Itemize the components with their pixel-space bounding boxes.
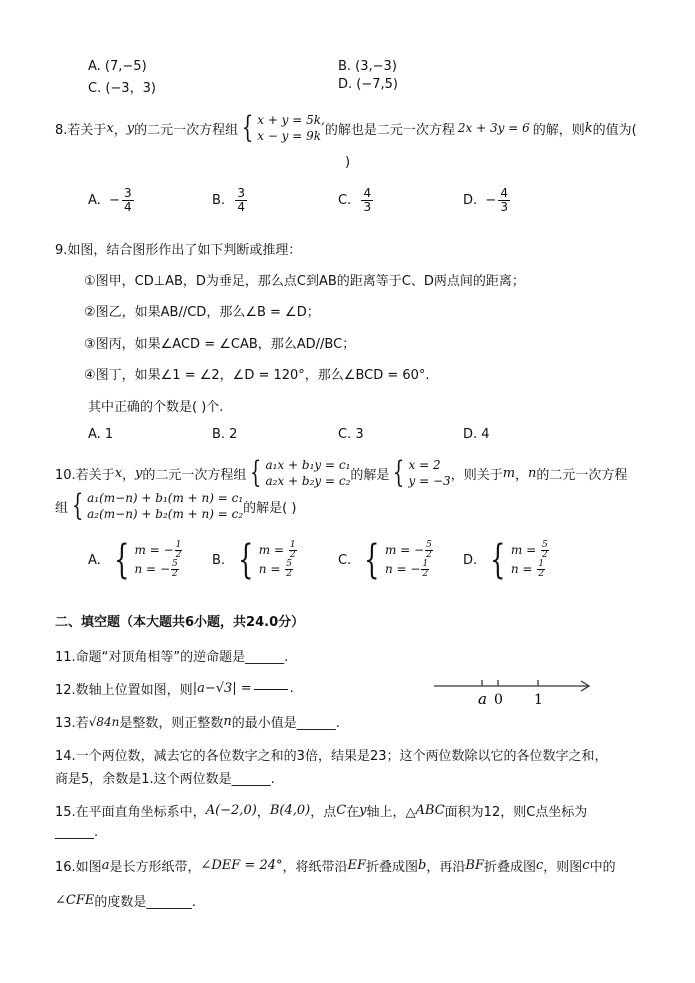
q10-option-c-n-den: 2 [422, 569, 429, 579]
q8-stem [55, 112, 637, 144]
q10-suffix: ，则关于 [450, 467, 503, 483]
q10-var-x: x [114, 465, 123, 481]
q10-option-c-n-lhs: n = [384, 562, 407, 576]
q10-var-y: y [135, 465, 143, 481]
q10-stem-line2 [55, 490, 296, 522]
q7-option-b: B. (3,−3) [338, 59, 397, 74]
q9-option-a: A. 1 [88, 427, 114, 442]
q16-text-g: ，则图 [543, 860, 583, 875]
q16-var-a: a [101, 858, 110, 873]
q8-sep: ， [113, 122, 127, 138]
q8-prefix: 8.若关于 [55, 122, 107, 138]
q10-var-m: m [502, 465, 516, 481]
q10-option-b-n-den: 2 [286, 569, 292, 579]
q15-sep: ， [256, 805, 270, 820]
q10-option-b-n-lhs: n = [258, 562, 281, 576]
q9-item-1: ①图甲，CD⊥AB，D为垂足，那么点C到AB的距离等于C、D两点间的距离； [84, 274, 525, 289]
q10-option-a-m-lhs: m = [134, 542, 160, 557]
q10-option-d-n-den: 2 [538, 569, 545, 579]
q8-mid2: 的解也是二元一次方程 [324, 122, 455, 138]
q12-prefix: 12.数轴上位置如图，则 [55, 683, 193, 698]
q10-option-a-m-num: 1 [175, 539, 182, 550]
q10-solution: { x = 2 y = −3 [393, 455, 451, 491]
q10-option-a-n-den: 2 [172, 569, 178, 579]
q10-mid2: 的解是 [350, 467, 390, 483]
q8-var-y: y [126, 120, 135, 136]
q10-option-c: C. { m = − $\frac{5}{2}$ n = − $\frac{1}{2}$ [338, 537, 432, 583]
q15-text-c: 在 [346, 805, 360, 820]
q16-text-a: 16.如图 [55, 860, 102, 875]
q10-option-c-m-lhs: m = [384, 542, 411, 557]
q13-suffix: 的最小值是______. [231, 716, 340, 731]
q10-stem-line1 [55, 457, 627, 489]
q10-option-a-label: A. [88, 552, 101, 568]
q15-var-y: y [359, 803, 367, 818]
q8-var-x: x [106, 120, 114, 136]
q16-text-e: ，再沿 [426, 860, 466, 875]
q16-text-b: 是长方形纸带， [109, 860, 201, 875]
q8-option-d-sign: − [485, 192, 497, 208]
q10-mid: 的二元一次方程组 [142, 467, 247, 483]
q9-option-b: B. 2 [212, 427, 238, 442]
q15-text-d: 轴上，△ [366, 805, 416, 820]
q10-sep: ， [122, 467, 136, 483]
q9-item-3: ③图丙，如果∠ACD = ∠CAB，那么AD//BC； [84, 337, 356, 352]
q7-option-a: A. (7,−5) [88, 59, 147, 74]
q8-option-d-num: 4 [500, 186, 508, 200]
q15-line2: ______. [55, 825, 99, 840]
q16-angle-cfe: ∠CFE [55, 893, 95, 908]
q15-point-b: B(4,0) [269, 803, 311, 818]
q15-text-b: ，点 [310, 805, 337, 820]
q10-option-b-m-lhs: m = [258, 542, 285, 557]
q10-option-a-n-sign: − [159, 562, 171, 576]
label-one: 1 [534, 692, 543, 708]
q10-sol1: x = 2 [408, 458, 441, 472]
q12 [55, 679, 294, 698]
q11: 11.命题“对顶角相等”的逆命题是______. [55, 650, 289, 665]
q8-option-c-label: C. [338, 192, 352, 208]
q10-var-n: n [528, 465, 537, 481]
q9-option-d: D. 4 [463, 427, 490, 442]
q16-ef: EF [347, 858, 367, 873]
q10-eq4: a₂(m−n) + b₂(m + n) = c₂ [87, 507, 244, 522]
q8-option-c-den: 3 [363, 199, 372, 214]
q8-eq3: 2x + 3y = 6 [457, 121, 530, 136]
q10-option-d-label: D. [463, 552, 478, 568]
q10-option-a: A. { m = − $\frac{1}{2}$ n = − $\frac{5}{2}$ [88, 537, 182, 583]
q8-var-k: k [584, 120, 593, 136]
q10-option-b: B. { m = $\frac{1}{2}$ n = $\frac{5}{2}$ [212, 537, 296, 583]
q14-line2: 商是5，余数是1.这个两位数是______. [55, 772, 275, 787]
q8-eq1: x + y = 5k, [257, 113, 325, 127]
q15-point-a: A(−2,0) [205, 803, 257, 818]
q10-system-2: { a₁(m−n) + b₁(m + n) = c₁ a₂(m−n) + b₂(m + n) = c₂ [71, 488, 244, 524]
q8-option-d [463, 187, 512, 213]
q16-angle: ∠DEF = 24° [200, 858, 283, 873]
q13 [55, 712, 340, 731]
q16-var-c: c [535, 858, 544, 873]
q8-option-a-label: A. [88, 192, 101, 208]
q7-option-c: C. (−3，3) [88, 81, 156, 96]
q12-suffix: . [289, 681, 294, 696]
q8-option-b-den: 4 [237, 199, 245, 214]
q10-option-c-n-num: 1 [422, 559, 429, 569]
q9-option-c: C. 3 [338, 427, 364, 442]
q8-option-a [88, 187, 136, 213]
q10-option-b-label: B. [212, 552, 226, 568]
q10-option-c-m-sign: − [414, 542, 425, 557]
q8-option-c [338, 187, 375, 213]
q16-line2 [55, 891, 196, 910]
q9-item-4: ④图丁，如果∠1 = ∠2，∠D = 120°，那么∠BCD = 60°. [84, 368, 430, 383]
q10-option-d-m-num: 5 [541, 539, 548, 550]
q16-bf: BF [465, 858, 484, 873]
q8-system: { x + y = 5k, x − y = 9k [241, 110, 325, 146]
q12-expr: |a−√3| = [192, 681, 252, 696]
q9-item-2: ②图乙，如果AB//CD，那么∠B = ∠D； [84, 305, 320, 320]
q8-option-a-sign: − [109, 192, 120, 208]
label-zero: 0 [494, 692, 503, 708]
q10-prefix: 10.若关于 [55, 467, 115, 483]
q16-text-c: ，将纸带沿 [282, 860, 348, 875]
q15-line1 [55, 801, 587, 820]
q8-option-b-num: 3 [237, 186, 245, 200]
q10-option-c-m-num: 5 [426, 539, 432, 550]
q10-system-1: { a₁x + b₁y = c₁ a₂x + b₂y = c₂ [250, 455, 351, 491]
q13-prefix: 13.若 [55, 716, 89, 731]
q8-option-b-label: B. [212, 192, 226, 208]
q16-var-b: b [418, 858, 427, 873]
q16-text-f: 折叠成图 [483, 860, 536, 875]
q10-option-a-n-lhs: n = [134, 562, 157, 576]
q15-triangle: ABC [415, 803, 445, 818]
q13-root: √84n [88, 714, 120, 729]
q10-option-b-m-den: 2 [289, 549, 296, 560]
q10-line2-prefix: 组 [55, 500, 69, 516]
q8-eq2: x − y = 9k [257, 129, 322, 144]
q10-option-c-label: C. [338, 552, 352, 568]
q10-option-a-n-num: 5 [172, 559, 178, 569]
q16-text-line2: 的度数是_______. [94, 895, 196, 910]
q9-question: 其中正确的个数是( )个. [88, 400, 224, 415]
q8-option-d-label: D. [463, 192, 478, 208]
q10-option-c-m-den: 2 [426, 549, 432, 560]
q10-option-c-n-sign: − [410, 562, 421, 576]
q8-option-d-den: 3 [500, 199, 508, 214]
q15-text-e: 面积为12，则C点坐标为 [444, 805, 588, 820]
q16-text-h: 中的 [589, 860, 616, 875]
q16-var-c2: c [582, 858, 590, 873]
q8-option-a-den: 4 [123, 199, 132, 214]
q15-point-c: C [336, 803, 347, 818]
q10-option-d-n-num: 1 [538, 559, 545, 569]
q8-mid: 的二元一次方程组 [134, 122, 239, 138]
q8-suffix: 的解，则 [532, 122, 585, 138]
q10-line2-suffix: 的解是( ) [243, 500, 297, 516]
q10-option-d: D. { m = $\frac{5}{2}$ n = $\frac{1}{2}$ [463, 537, 548, 583]
q8-tail: 的值为( [592, 122, 637, 138]
q13-var-n: n [223, 714, 232, 729]
q16-line1 [55, 856, 616, 875]
q10-sol2: y = −3 [408, 474, 451, 489]
q10-tail: 的二元一次方程 [536, 467, 628, 483]
q10-option-d-n-lhs: n = [510, 562, 533, 576]
q10-option-a-m-sign: − [163, 542, 174, 557]
q8-option-c-num: 4 [363, 186, 372, 200]
q8-option-a-num: 3 [123, 186, 132, 200]
q10-option-d-m-lhs: m = [510, 542, 537, 557]
q12-blank [254, 688, 288, 690]
q10-sep2: ， [515, 467, 529, 483]
q15-text-a: 15.在平面直角坐标系中， [55, 805, 206, 820]
q10-eq2: a₂x + b₂y = c₂ [265, 474, 351, 489]
q10-eq3: a₁(m−n) + b₁(m + n) = c₁ [87, 491, 244, 505]
section-2-title: 二、填空题（本大题共6小题，共24.0分） [55, 615, 305, 630]
number-line [430, 676, 595, 710]
q10-option-b-m-num: 1 [289, 539, 296, 550]
label-a: a [478, 690, 487, 708]
q10-eq1: a₁x + b₁y = c₁ [265, 458, 351, 472]
q10-option-a-m-den: 2 [175, 549, 182, 560]
q7-option-d: D. (−7,5) [338, 77, 398, 92]
q14-line1: 14.一个两位数，减去它的各位数字之和的3倍，结果是23；这个两位数除以它的各位数字之和， [55, 749, 608, 764]
q13-mid: 是整数，则正整数 [119, 716, 224, 731]
q10-option-b-n-num: 5 [286, 559, 292, 569]
q9-title: 9.如图，结合图形作出了如下判断或推理： [55, 243, 302, 258]
q16-text-d: 折叠成图 [366, 860, 419, 875]
q10-option-d-m-den: 2 [541, 549, 548, 560]
q8-close: ) [345, 155, 351, 170]
q8-option-b [212, 187, 249, 213]
